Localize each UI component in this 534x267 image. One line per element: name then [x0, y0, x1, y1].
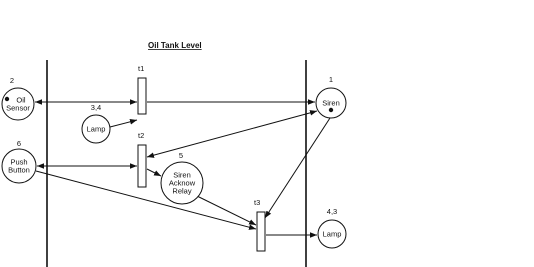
- diagram-title: Oil Tank Level: [148, 41, 202, 50]
- transition-t1: [138, 78, 146, 114]
- place-oil-sensor-id: 2: [9, 76, 15, 85]
- place-siren-label-line: Siren: [322, 98, 340, 108]
- place-push-button-id: 6: [16, 139, 22, 148]
- transition-t3: [257, 212, 265, 251]
- place-siren-ack-label-line: Relay: [172, 186, 192, 196]
- transition-t1-label: t1: [138, 64, 145, 73]
- place-siren-ack-label-line: Acknow: [168, 178, 196, 188]
- arc-siren-to-t3: [265, 118, 330, 218]
- place-lamp-in-id: 3,4: [90, 103, 102, 112]
- place-siren: [316, 75, 346, 118]
- place-layer: [2, 75, 346, 248]
- arc-siren-ack-to-t3: [197, 196, 256, 225]
- place-oil-sensor: [2, 76, 34, 120]
- arc-t2-to-siren-ack: [147, 169, 161, 176]
- place-oil-sensor-label-line: Oil: [16, 95, 26, 105]
- place-push-button: [2, 139, 36, 183]
- transition-layer: [138, 64, 265, 251]
- transition-t2: [138, 145, 146, 187]
- place-siren-id: 1: [328, 75, 334, 84]
- place-lamp-out-id: 4,3: [326, 207, 338, 216]
- place-lamp-in-label-line: Lamp: [86, 124, 106, 134]
- place-lamp-out-label-line: Lamp: [322, 229, 342, 239]
- place-lamp-in: [82, 103, 110, 143]
- place-push-button-label-line: Button: [8, 165, 30, 175]
- place-oil-sensor-token: [5, 97, 9, 101]
- place-siren-ack: [161, 151, 203, 204]
- place-lamp-out: [318, 207, 346, 248]
- transition-t2-label: t2: [138, 131, 145, 140]
- place-siren-ack-label-line: Siren: [173, 170, 191, 180]
- transition-t3-label: t3: [254, 198, 261, 207]
- place-siren-ack-id: 5: [178, 151, 184, 160]
- place-siren-token: [329, 108, 333, 112]
- place-push-button-label-line: Push: [10, 157, 28, 167]
- arc-siren-to-t2: [147, 111, 317, 157]
- arc-lamp-in-to-t1: [110, 120, 137, 127]
- place-oil-sensor-label-line: Sensor: [6, 103, 30, 113]
